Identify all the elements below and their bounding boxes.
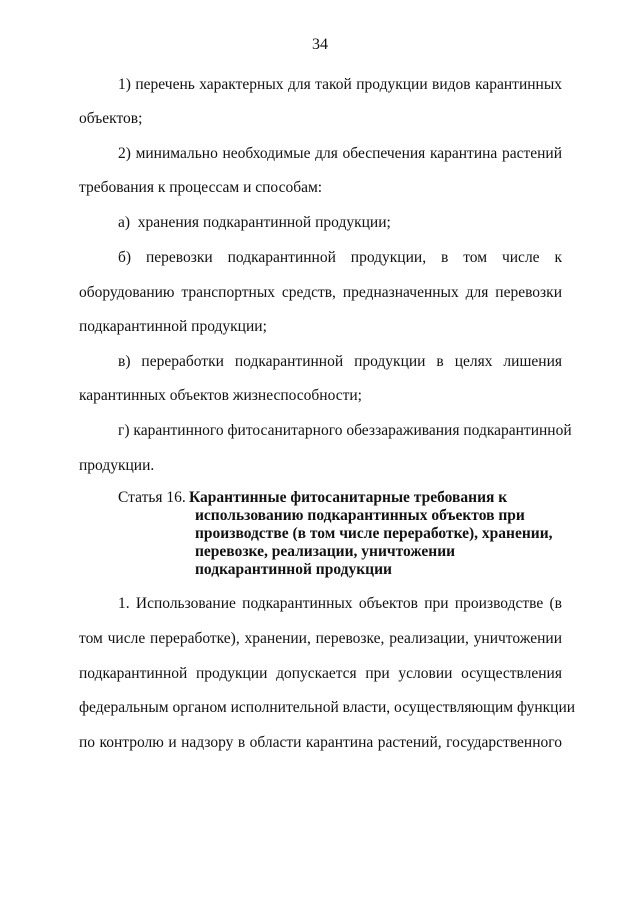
body-line: по контролю и надзору в области карантина растений, государственного: [79, 734, 562, 751]
text-line: подкарантинной продукции;: [79, 318, 267, 335]
article-title-line: использованию подкарантинных объектов при: [195, 507, 525, 524]
article-title-line: Карантинные фитосанитарные требования к: [189, 489, 508, 506]
page-number: 34: [312, 36, 328, 53]
article-title-line: перевозке, реализации, уничтожении: [195, 543, 456, 560]
text-line: в) переработки подкарантинной продукции в целях лишения: [118, 353, 562, 370]
text-line: требования к процессам и способам:: [79, 179, 323, 196]
body-line: 1. Использование подкарантинных объектов при производстве (в: [118, 595, 562, 612]
article-title-line: производстве (в том числе переработке), хранении,: [195, 525, 553, 542]
text-line: г) карантинного фитосанитарного обеззараживания подкарантинной: [118, 422, 572, 439]
text-line: б) перевозки подкарантинной продукции, в том числе к: [118, 249, 562, 266]
text-line: 2) минимально необходимые для обеспечения карантина растений: [118, 145, 562, 162]
article-title-line: подкарантинной продукции: [195, 561, 392, 578]
article-title: [189, 489, 561, 579]
article-label: Статья 16.: [118, 489, 186, 506]
body-line: подкарантинной продукции допускается при условии осуществления: [79, 665, 562, 682]
text-line: оборудованию транспортных средств, предназначенных для перевозки: [79, 284, 562, 301]
text-line: а) хранения подкарантинной продукции;: [118, 214, 391, 231]
body-line: федеральным органом исполнительной власти, осуществляющим функции: [79, 699, 576, 716]
body-line: том числе переработке), хранении, перевозке, реализации, уничтожении: [79, 630, 562, 647]
text-line: 1) перечень характерных для такой продукции видов карантинных: [118, 76, 562, 93]
text-line: продукции.: [79, 457, 155, 474]
text-line: карантинных объектов жизнеспособности;: [79, 387, 362, 404]
text-line: объектов;: [79, 110, 143, 127]
